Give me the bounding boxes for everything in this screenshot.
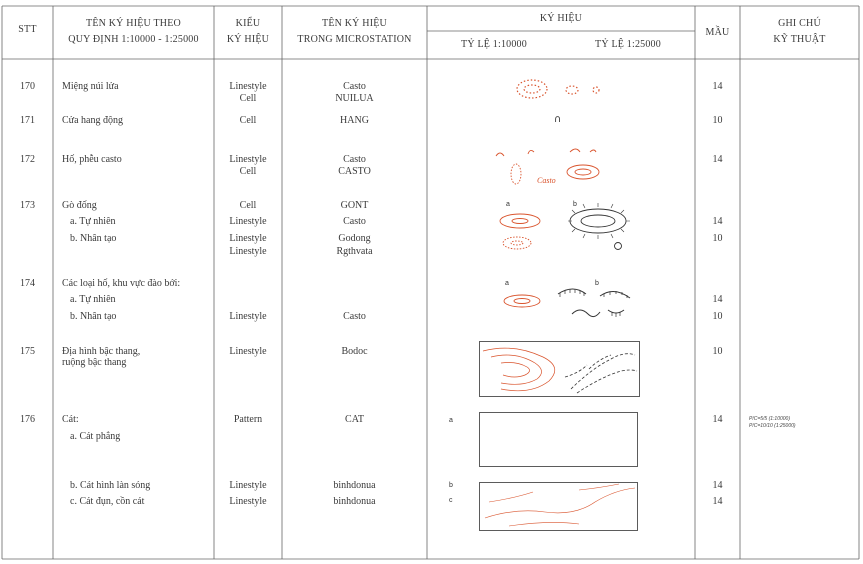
row-174-sub-a: a. Tự nhiên <box>70 294 116 305</box>
row-174-ms-b: Casto <box>343 311 366 322</box>
row-175-name-line1: Địa hình bậc thang, <box>62 346 141 357</box>
row-176-sym-label-c: c <box>449 497 453 504</box>
volcano-crater-symbol <box>510 76 610 102</box>
row-171-ms: HANG <box>340 115 369 126</box>
row-173-color-a: 14 <box>712 216 723 227</box>
row-176-ms-c: binhdonua <box>333 496 376 507</box>
row-173-type-b2: Linestyle <box>229 246 267 257</box>
header-scale-25000: TỶ LỆ 1:25000 <box>595 39 661 50</box>
row-176-sub-b: b. Cát hình làn sóng <box>70 480 151 491</box>
header-symbol: KÝ HIỆU <box>539 13 583 24</box>
row-173-stt: 173 <box>20 200 35 211</box>
row-173-ms-b2: Rgthvata <box>336 246 373 257</box>
header-type-line1: KIỂU <box>235 18 261 29</box>
row-171-type: Cell <box>239 115 257 126</box>
row-171-color: 10 <box>712 115 723 126</box>
row-175-color: 10 <box>712 346 723 357</box>
row-173-type-a: Linestyle <box>229 216 267 227</box>
row-170-ms: Casto <box>343 81 366 92</box>
header-color: MẦU <box>705 27 730 38</box>
row-175-name-line2: ruộng bậc thang <box>62 357 127 368</box>
row-176-stt: 176 <box>20 414 35 425</box>
header-type-line2: KÝ HIỆU <box>226 34 270 45</box>
header-notes-line2: KỸ THUẬT <box>773 34 826 45</box>
row-176-note-1: P/C=5/5 (1:10000) <box>749 416 790 422</box>
row-172-color: 14 <box>712 154 723 165</box>
row-176-ms-a: CAT <box>345 414 364 425</box>
row-173-ms: GONT <box>340 200 369 211</box>
excavation-symbol <box>498 284 638 328</box>
header-stt: STT <box>18 24 37 35</box>
header-name-line1: TÊN KÝ HIỆU THEO <box>86 18 181 29</box>
row-174-sym-label-a: a <box>505 280 509 287</box>
row-175-ms: Bodoc <box>341 346 368 357</box>
row-174-stt: 174 <box>20 278 35 289</box>
row-173-color-b: 10 <box>712 233 723 244</box>
row-176-color-a: 14 <box>712 414 723 425</box>
row-170-ms-2: NUILUA <box>335 93 374 104</box>
row-171-stt: 171 <box>20 115 35 126</box>
row-172-type: Linestyle <box>229 154 267 165</box>
karst-label: Casto <box>537 176 556 185</box>
wavy-sand-symbol <box>479 482 639 532</box>
header-ms-line1: TÊN KÝ HIỆU <box>322 18 387 29</box>
row-170-stt: 170 <box>20 81 35 92</box>
cave-entrance-icon: ∩ <box>554 114 562 125</box>
flat-sand-symbol <box>479 412 639 468</box>
row-176-note-2: P/C=10/10 (1:25000) <box>749 423 796 429</box>
row-172-stt: 172 <box>20 154 35 165</box>
row-176-sub-c: c. Cát đụn, cồn cát <box>70 496 145 507</box>
row-174-sub-b: b. Nhân tạo <box>70 311 117 322</box>
row-173-sub-a: a. Tự nhiên <box>70 216 116 227</box>
row-174-name: Các loại hố, khu vực đào bới: <box>62 278 181 289</box>
row-173-ms-a: Casto <box>343 216 366 227</box>
row-172-name: Hố, phễu casto <box>62 154 122 165</box>
row-176-type-c: Linestyle <box>229 496 267 507</box>
row-173-ms-b: Godong <box>338 233 371 244</box>
row-173-type-b: Linestyle <box>229 233 267 244</box>
row-174-sym-label-b: b <box>595 280 599 287</box>
row-176-name: Cát: <box>62 414 79 425</box>
row-174-type-b: Linestyle <box>229 311 267 322</box>
row-173-type: Cell <box>239 200 257 211</box>
terrace-symbol <box>479 341 641 398</box>
row-172-type-2: Cell <box>239 166 257 177</box>
header-ms-line2: TRONG MICROSTATION <box>297 34 412 45</box>
row-170-type-2: Cell <box>239 93 257 104</box>
row-176-type-b: Linestyle <box>229 480 267 491</box>
row-175-stt: 175 <box>20 346 35 357</box>
row-173-sym-label-a: a <box>506 201 510 208</box>
row-173-name: Gò đống <box>62 200 97 211</box>
row-176-type-a: Pattern <box>233 414 263 425</box>
row-176-sub-a: a. Cát phẳng <box>70 431 121 442</box>
row-176-sym-label-a: a <box>449 417 453 424</box>
row-172-ms-2: CASTO <box>338 166 371 177</box>
row-170-type: Linestyle <box>229 81 267 92</box>
row-176-ms-b: binhdonua <box>333 480 376 491</box>
row-175-type: Linestyle <box>229 346 267 357</box>
row-176-sym-label-b: b <box>449 482 453 489</box>
row-173-sub-b: b. Nhân tạo <box>70 233 117 244</box>
row-176-color-c: 14 <box>712 496 723 507</box>
row-171-name: Cửa hang động <box>62 115 123 126</box>
row-174-color-b: 10 <box>712 311 723 322</box>
header-name-line2: QUY ĐỊNH 1:10000 - 1:25000 <box>68 34 199 45</box>
row-174-color-a: 14 <box>712 294 723 305</box>
header-notes-line1: GHI CHÚ <box>778 18 821 29</box>
row-176-color-b: 14 <box>712 480 723 491</box>
mound-symbol <box>495 200 635 256</box>
row-170-color: 14 <box>712 81 723 92</box>
header-scale-10000: TỶ LỆ 1:10000 <box>461 39 527 50</box>
row-173-sym-label-b: b <box>573 201 577 208</box>
row-172-ms: Casto <box>343 154 366 165</box>
row-170-name: Miệng núi lửa <box>62 81 119 92</box>
